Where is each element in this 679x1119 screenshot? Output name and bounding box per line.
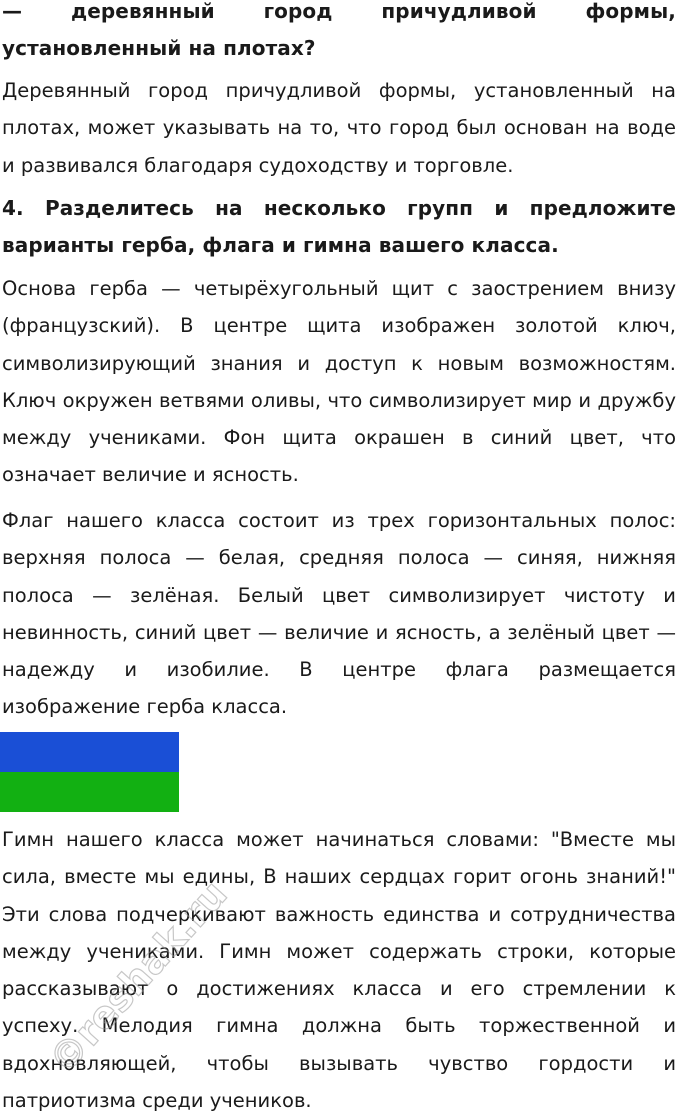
flag-stripe-green [0, 772, 179, 812]
question-heading-top: — деревянный город причудливой формы, установленный на плотах? [2, 0, 676, 60]
watermark-text: ©reshak.ru [40, 871, 236, 1083]
flag-paragraph: Флаг нашего класса состоит из трех горизонтальных полос: верхняя полоса — белая, средняя полоса — синяя, нижняя полоса — зелёная. Белый цвет символизирует чистоту и невинность, синий цвет — величие и ясность, а зелёный цвет — надежду и изобилие. В центре флага размещается изображение герба класса. [2, 509, 676, 719]
answer-paragraph-top: Деревянный город причудливой формы, установленный на плотах, может указывать на то, что город был основан на воде и развивался благодаря судоходству и торговле. [2, 79, 676, 177]
flag-stripe-blue [0, 732, 179, 772]
class-flag-image [0, 732, 179, 812]
anthem-paragraph: Гимн нашего класса может начинаться словами: "Вместе мы сила, вместе мы едины, В наших сердцах горит огонь знаний!" Эти слова подчеркивают важность единства и сотрудничества между учениками. Гимн может содержать строки, которые рассказывают о достижениях класса и его стремлении к успеху. Мелодия гимна должна быть торжественной и вдохновляющей, чтобы вызывать чувство гордости и патриотизма среди учеников. [2, 828, 676, 1113]
coat-of-arms-paragraph: Основа герба — четырёхугольный щит с заострением внизу (французский). В центре щита изображен золотой ключ, символизирующий знания и доступ к новым возможностям. Ключ окружен ветвями оливы, что символизирует мир и дружбу между учениками. Фон щита окрашен в синий цвет, что означает величие и ясность. [2, 277, 676, 487]
question-heading-4: 4. Разделитесь на несколько групп и предложите варианты герба, флага и гимна вашего класса. [2, 196, 676, 257]
